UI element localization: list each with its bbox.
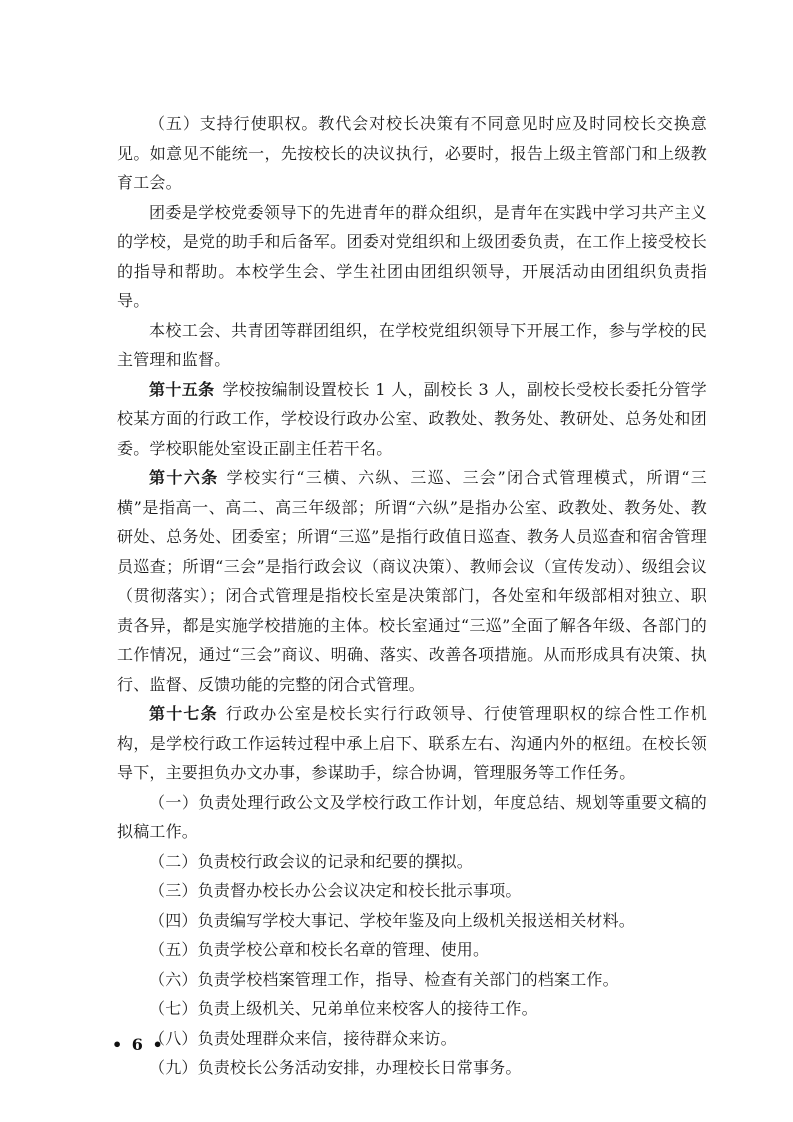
paragraph-text: 本校工会、共青团等群团组织，在学校党组织领导下开展工作，参与学校的民主管理和监督。: [117, 320, 707, 369]
paragraph: [117, 1053, 707, 1083]
page-number: • 6 •: [112, 1035, 165, 1054]
paragraph: [117, 994, 707, 1024]
paragraph-text: （六）负责学校档案管理工作，指导、检查有关部门的档案工作。: [149, 969, 619, 989]
paragraph: [117, 847, 707, 877]
paragraph-text: （七）负责上级机关、兄弟单位来校客人的接待工作。: [149, 999, 538, 1018]
paragraph-text: （一）负责处理行政公文及学校行政工作计划，年度总结、规划等重要文稿的拟稿工作。: [117, 792, 707, 841]
page-body: [117, 109, 707, 1083]
paragraph: [117, 699, 707, 788]
article-heading: 第十六条: [149, 468, 219, 487]
paragraph: [117, 316, 707, 375]
paragraph-text: （三）负责督办校长办公会议决定和校长批示事项。: [149, 881, 522, 900]
paragraph-text: （五）支持行使职权。教代会对校长决策有不同意见时应及时同校长交换意见。如意见不能统一，先按校长的决议执行，必要时，报告上级主管部门和上级教育工会。: [117, 114, 707, 192]
paragraph-text: （四）负责编写学校大事记、学校年鉴及向上级机关报送相关材料。: [149, 910, 636, 930]
paragraph-text: 学校实行“三横、六纵、三巡、三会”闭合式管理模式，所谓“三横”是指高一、高二、高三年级部；所谓“六纵”是指办公室、政教处、教务处、教研处、总务处、团委室；所谓“三巡”是指行政值日巡查、教务人员巡查和宿舍管理员巡查；所谓“三会”是指行政会议（商议决策）、教师会议（宣传发动）、级组会议（贯彻落实）；闭合式管理是指校长室是决策部门，各处室和年级部相对独立、职责各异，都是实施学校措施的主体。校长室通过“三巡”全面了解各年级、各部门的工作情况，通过“三会”商议、明确、落实、改善各项措施。从而形成具有决策、执行、监督、反馈功能的完整的闭合式管理。: [117, 468, 707, 694]
paragraph: [117, 876, 707, 906]
paragraph: [117, 935, 707, 965]
paragraph: [117, 375, 707, 464]
paragraph-text: 团委是学校党委领导下的先进青年的群众组织，是青年在实践中学习共产主义的学校，是党的助手和后备军。团委对党组织和上级团委负责，在工作上接受校长的指导和帮助。本校学生会、学生社团由团组织领导，开展活动由团组织负责指导。: [117, 202, 707, 310]
paragraph: [117, 788, 707, 847]
paragraph: [117, 906, 707, 936]
paragraph-text: （九）负责校长公务活动安排，办理校长日常事务。: [149, 1058, 522, 1077]
article-heading: 第十七条: [149, 704, 218, 723]
paragraph-text: 行政办公室是校长实行行政领导、行使管理职权的综合性工作机构，是学校行政工作运转过程中承上启下、联系左右、沟通内外的枢纽。在校长领导下，主要担负办文办事，参谋助手，综合协调，管理服务等工作任务。: [117, 704, 707, 782]
paragraph: [117, 1024, 707, 1054]
paragraph: [117, 198, 707, 316]
paragraph-text: （八）负责处理群众来信，接待群众来访。: [149, 1028, 457, 1048]
paragraph-text: （五）负责学校公章和校长名章的管理、使用。: [149, 940, 490, 959]
paragraph-text: 学校按编制设置校长 1 人，副校长 3 人，副校长受校长委托分管学校某方面的行政工作，学校设行政办公室、政教处、教务处、教研处、总务处和团委。学校职能处室设正副主任若干名。: [117, 379, 707, 458]
paragraph: [117, 109, 707, 198]
article-heading: 第十五条: [149, 379, 215, 399]
paragraph-text: （二）负责校行政会议的记录和纪要的撰拟。: [149, 851, 474, 871]
paragraph: [117, 965, 707, 995]
paragraph: [117, 463, 707, 699]
